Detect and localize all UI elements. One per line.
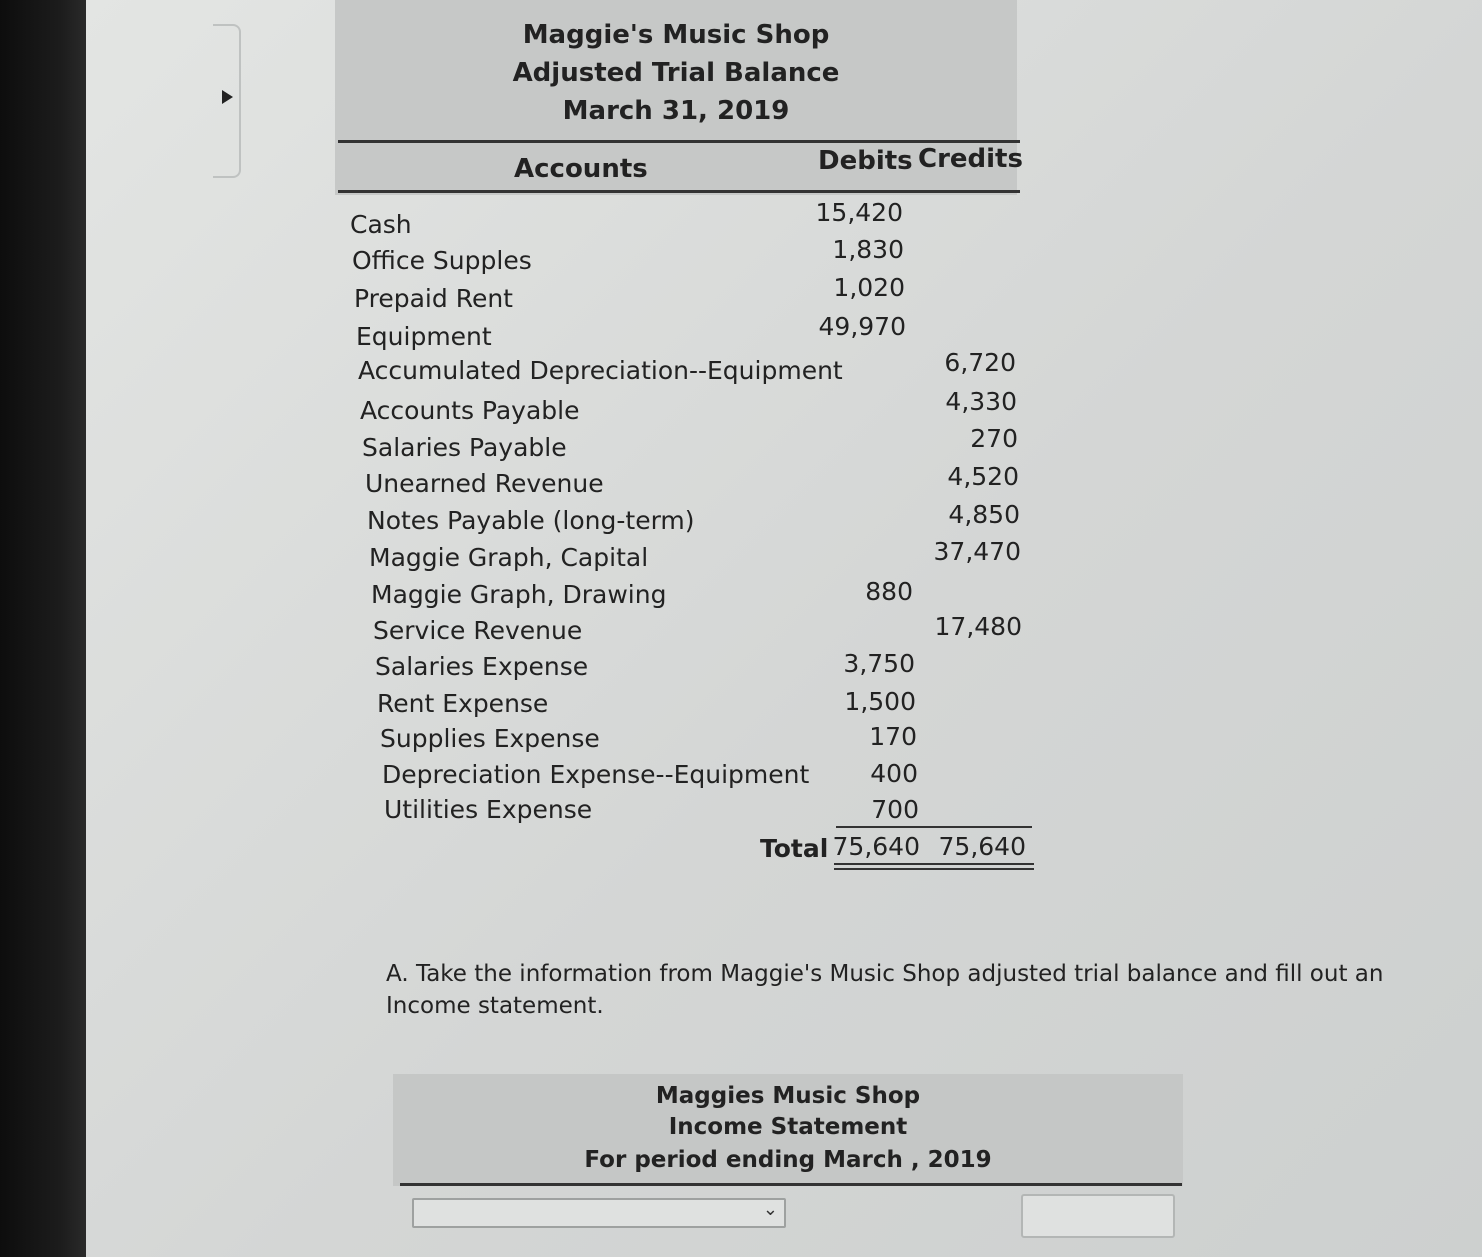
is-header-rule bbox=[400, 1183, 1182, 1186]
account-name: Cash bbox=[350, 210, 412, 239]
col-credits: Credits bbox=[918, 144, 1023, 174]
account-name: Utilities Expense bbox=[384, 795, 593, 824]
credit-amount: 37,470 bbox=[933, 537, 1021, 566]
account-name: Service Revenue bbox=[373, 616, 583, 645]
account-name: Accounts Payable bbox=[360, 396, 580, 425]
debit-amount: 700 bbox=[871, 795, 919, 824]
account-name: Prepaid Rent bbox=[354, 284, 513, 313]
total-rule-top bbox=[836, 826, 1032, 828]
col-accounts: Accounts bbox=[514, 154, 648, 184]
header-rule-bottom bbox=[338, 190, 1020, 193]
account-name: Office Supples bbox=[352, 246, 532, 275]
debit-amount: 1,830 bbox=[832, 235, 904, 264]
debit-amount: 1,020 bbox=[833, 273, 905, 302]
credit-amount: 4,850 bbox=[948, 500, 1020, 529]
total-double-rule-1 bbox=[834, 863, 1034, 865]
col-debits: Debits bbox=[818, 146, 913, 176]
total-label: Total bbox=[760, 834, 829, 863]
credit-amount: 4,520 bbox=[947, 462, 1019, 491]
account-name: Rent Expense bbox=[377, 689, 549, 718]
account-dropdown[interactable] bbox=[412, 1198, 786, 1228]
account-name: Supplies Expense bbox=[380, 724, 600, 753]
tb-statement-title: Adjusted Trial Balance bbox=[512, 58, 840, 88]
question-text: A. Take the information from Maggie's Music Shop adjusted trial balance and fill out an Income statement. bbox=[386, 961, 1384, 1019]
debit-amount: 49,970 bbox=[818, 312, 906, 341]
credit-amount: 270 bbox=[970, 424, 1018, 453]
chevron-down-icon: ⌄ bbox=[762, 1199, 778, 1220]
total-debits: 75,640 bbox=[832, 832, 920, 861]
account-name: Maggie Graph, Drawing bbox=[371, 580, 667, 609]
account-name: Depreciation Expense--Equipment bbox=[382, 760, 810, 789]
tb-company-name: Maggie's Music Shop bbox=[522, 20, 830, 50]
debit-amount: 15,420 bbox=[815, 198, 903, 227]
account-name: Salaries Expense bbox=[375, 652, 589, 681]
monitor-bezel bbox=[0, 0, 86, 1257]
account-name: Maggie Graph, Capital bbox=[369, 543, 649, 572]
account-name: Equipment bbox=[356, 322, 492, 351]
total-double-rule-2 bbox=[834, 868, 1034, 870]
debit-amount: 3,750 bbox=[843, 649, 915, 678]
account-name: Accumulated Depreciation--Equipment bbox=[358, 356, 843, 385]
account-name: Salaries Payable bbox=[362, 433, 567, 462]
credit-amount: 4,330 bbox=[945, 387, 1017, 416]
account-name: Notes Payable (long-term) bbox=[367, 506, 695, 535]
is-period: For period ending March , 2019 bbox=[584, 1147, 992, 1173]
debit-amount: 880 bbox=[865, 577, 913, 606]
amount-input[interactable] bbox=[1021, 1194, 1175, 1238]
debit-amount: 170 bbox=[869, 722, 917, 751]
header-rule-top bbox=[338, 140, 1020, 143]
tb-statement-date: March 31, 2019 bbox=[562, 96, 790, 126]
credit-amount: 17,480 bbox=[934, 612, 1022, 641]
is-statement-title: Income Statement bbox=[668, 1114, 908, 1140]
expand-arrow-icon[interactable] bbox=[222, 90, 233, 104]
debit-amount: 400 bbox=[870, 759, 918, 788]
total-credits: 75,640 bbox=[938, 832, 1026, 861]
credit-amount: 6,720 bbox=[944, 348, 1016, 377]
debit-amount: 1,500 bbox=[844, 687, 916, 716]
account-name: Unearned Revenue bbox=[365, 469, 604, 498]
is-company-name: Maggies Music Shop bbox=[655, 1083, 921, 1109]
